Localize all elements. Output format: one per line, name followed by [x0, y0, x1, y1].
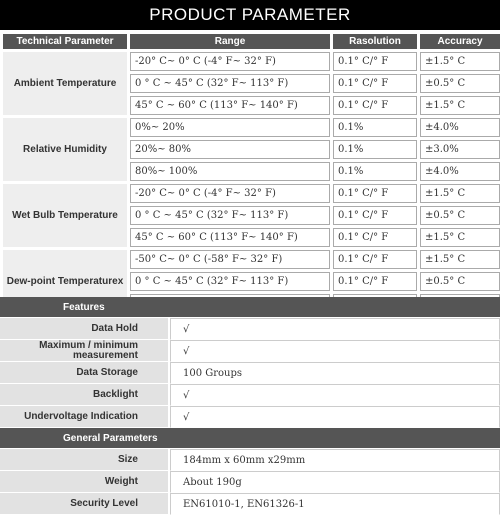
page-title: PRODUCT PARAMETER	[149, 5, 351, 24]
item-name: Security Level	[0, 493, 170, 515]
item-value: √	[170, 340, 500, 362]
feature-row	[0, 340, 500, 362]
parameter-rows	[3, 52, 500, 313]
range-cell: 0 ° C ~ 45° C (32° F~ 113° F)	[130, 272, 330, 291]
accuracy-cell: ±0.5° C	[420, 272, 500, 291]
item-value: √	[170, 406, 500, 428]
item-name: Weight	[0, 471, 170, 493]
resolution-cell: 0.1° C/° F	[333, 96, 417, 115]
accuracy-cell: ±1.5° C	[420, 250, 500, 269]
accuracy-cell: ±1.5° C	[420, 184, 500, 203]
range-cell: -50° C~ 0° C (-58° F~ 32° F)	[130, 250, 330, 269]
range-cell: 45° C ~ 60° C (113° F~ 140° F)	[130, 228, 330, 247]
page-banner	[0, 0, 500, 30]
general-row	[0, 449, 500, 471]
item-name: Undervoltage Indication	[0, 406, 170, 428]
header-range: Range	[130, 34, 330, 49]
feature-row	[0, 406, 500, 428]
feature-row	[0, 318, 500, 340]
range-cell: 0 ° C ~ 45° C (32° F~ 113° F)	[130, 74, 330, 93]
range-cell: 0%~ 20%	[130, 118, 330, 137]
item-value: √	[170, 318, 500, 340]
range-cell: 0 ° C ~ 45° C (32° F~ 113° F)	[130, 206, 330, 225]
item-name: Data Hold	[0, 318, 170, 340]
header-technical-parameter: Technical Parameter	[3, 34, 127, 49]
table-row	[3, 250, 500, 269]
table-row	[3, 118, 500, 137]
features-section-header	[0, 297, 500, 318]
table-header-row	[3, 34, 500, 49]
range-cell: 20%~ 80%	[130, 140, 330, 159]
accuracy-cell: ±4.0%	[420, 162, 500, 181]
resolution-cell: 0.1° C/° F	[333, 206, 417, 225]
range-cell: -20° C~ 0° C (-4° F~ 32° F)	[130, 184, 330, 203]
header-resolution: Rasolution	[333, 34, 417, 49]
accuracy-cell: ±4.0%	[420, 118, 500, 137]
range-cell: 80%~ 100%	[130, 162, 330, 181]
general-section-header	[0, 428, 500, 449]
item-value: EN61010-1, EN61326-1	[170, 493, 500, 515]
accuracy-cell: ±1.5° C	[420, 52, 500, 71]
resolution-cell: 0.1° C/° F	[333, 52, 417, 71]
technical-parameter-table	[0, 31, 500, 316]
accuracy-cell: ±3.0%	[420, 140, 500, 159]
header-accuracy: Accuracy	[420, 34, 500, 49]
range-cell: 45° C ~ 60° C (113° F~ 140° F)	[130, 96, 330, 115]
resolution-cell: 0.1° C/° F	[333, 272, 417, 291]
resolution-cell: 0.1° C/° F	[333, 250, 417, 269]
features-rows	[0, 297, 500, 515]
parameter-name: Ambient Temperature	[3, 52, 127, 115]
section-title: General Parameters	[0, 428, 500, 449]
item-name: Data Storage	[0, 362, 170, 384]
section-title: Features	[0, 297, 500, 318]
resolution-cell: 0.1° C/° F	[333, 184, 417, 203]
resolution-cell: 0.1%	[333, 140, 417, 159]
resolution-cell: 0.1° C/° F	[333, 228, 417, 247]
features-table	[0, 297, 500, 515]
table-row	[3, 184, 500, 203]
resolution-cell: 0.1° C/° F	[333, 74, 417, 93]
accuracy-cell: ±0.5° C	[420, 206, 500, 225]
feature-row	[0, 384, 500, 406]
item-value: √	[170, 384, 500, 406]
accuracy-cell: ±1.5° C	[420, 228, 500, 247]
parameter-name: Wet Bulb Temperature	[3, 184, 127, 247]
range-cell: -20° C~ 0° C (-4° F~ 32° F)	[130, 52, 330, 71]
accuracy-cell: ±1.5° C	[420, 96, 500, 115]
item-name: Size	[0, 449, 170, 471]
item-name: Backlight	[0, 384, 170, 406]
resolution-cell: 0.1%	[333, 118, 417, 137]
resolution-cell: 0.1%	[333, 162, 417, 181]
item-value: 184mm x 60mm x29mm	[170, 449, 500, 471]
general-row	[0, 471, 500, 493]
parameter-name: Relative Humidity	[3, 118, 127, 181]
table-row	[3, 52, 500, 71]
general-row	[0, 493, 500, 515]
feature-row	[0, 362, 500, 384]
item-name: Maximum / minimum measurement	[0, 340, 170, 362]
item-value: About 190g	[170, 471, 500, 493]
parameter-name: Dew-point Temperaturex	[3, 250, 127, 313]
accuracy-cell: ±0.5° C	[420, 74, 500, 93]
item-value: 100 Groups	[170, 362, 500, 384]
